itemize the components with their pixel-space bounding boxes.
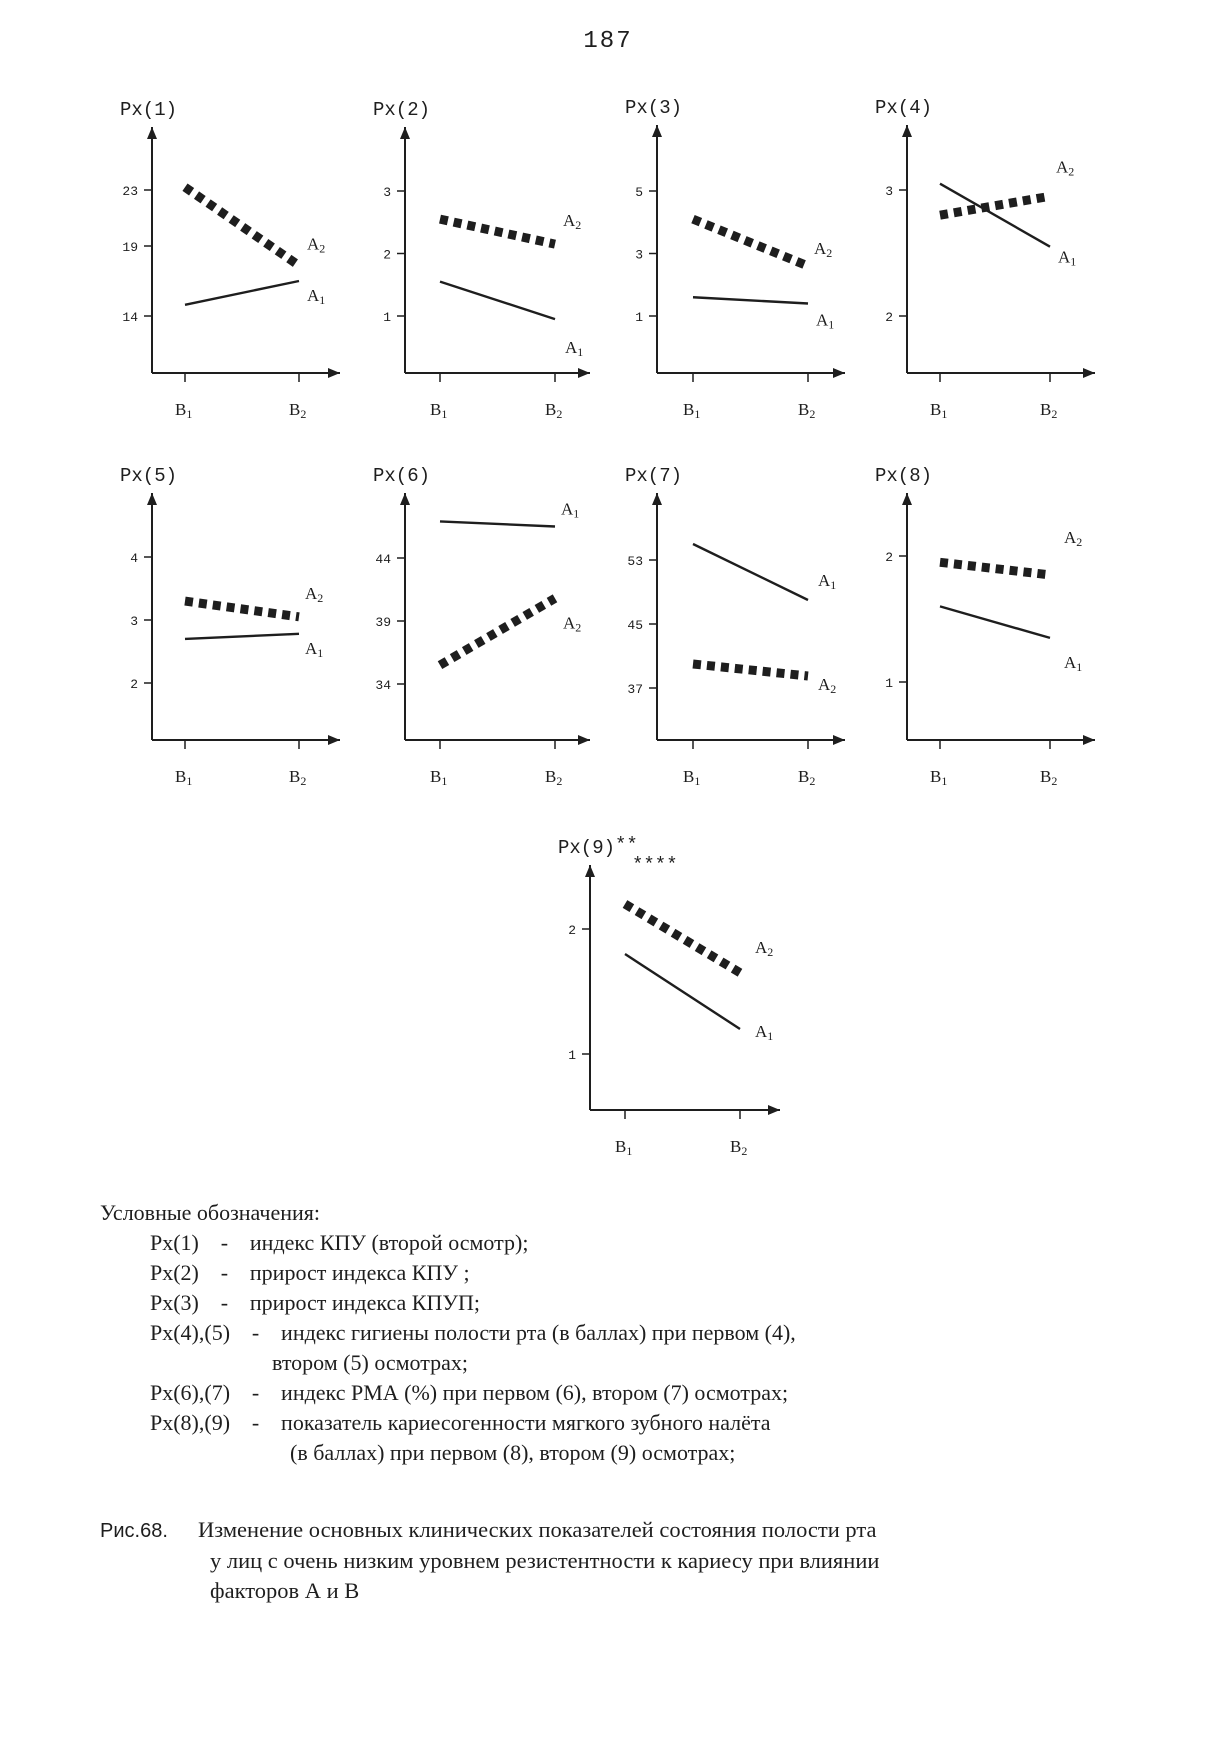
x-tick-label: B2	[798, 767, 816, 788]
legend-heading: Условные обозначения:	[100, 1200, 321, 1225]
x-tick-label: B1	[683, 400, 701, 421]
series-line-a2	[185, 601, 299, 617]
series-line-a1	[693, 297, 808, 303]
x-tick-label: B2	[1040, 400, 1058, 421]
legend-code: Px(4),(5)	[150, 1320, 231, 1345]
x-axis-arrow	[833, 735, 845, 745]
legend-text: индекс РМА (%) при первом (6), втором (7) осмотрах;	[281, 1380, 789, 1405]
y-tick-label: 2	[130, 677, 138, 692]
series-line-a2	[693, 219, 808, 266]
series-label-a2: A2	[814, 239, 833, 260]
legend-dash: -	[251, 1320, 260, 1345]
series-label-a1: A1	[1058, 247, 1077, 269]
x-axis-arrow	[578, 368, 590, 378]
series-line-a2	[440, 598, 555, 665]
y-tick-label: 3	[383, 185, 391, 200]
legend-item	[100, 1378, 1160, 1408]
y-axis-arrow	[147, 127, 157, 139]
legend-continuation	[100, 1348, 1160, 1378]
series-line-a2	[625, 904, 740, 973]
legend-item	[100, 1318, 1160, 1348]
y-tick-label: 45	[627, 618, 643, 633]
figure-caption	[100, 1515, 1150, 1606]
y-tick-label: 34	[375, 678, 391, 693]
series-line-a2	[693, 664, 808, 676]
x-tick-label: B2	[545, 767, 563, 788]
legend-code: Px(3)	[150, 1290, 199, 1315]
y-tick-label: 2	[885, 310, 893, 325]
legend-text: прирост индекса КПУП;	[249, 1290, 480, 1315]
caption-text: факторов А и В	[210, 1578, 360, 1603]
caption-text: у лиц с очень низким уровнем резистентности к кариесу при влиянии	[210, 1548, 880, 1573]
series-label-a2: A2	[563, 211, 582, 233]
x-axis-arrow	[1083, 735, 1095, 745]
series-line-a1	[693, 544, 808, 600]
series-label-a1: A1	[565, 338, 584, 360]
legend-dash: -	[220, 1290, 229, 1315]
x-tick-label: B2	[798, 400, 816, 421]
series-label-a1: A1	[755, 1022, 774, 1043]
series-label-a1: A1	[816, 310, 835, 332]
legend-text: показатель кариесогенности мягкого зубного налёта	[281, 1410, 771, 1435]
legend-dash: -	[251, 1410, 260, 1435]
series-label-a1: A1	[307, 286, 326, 307]
y-tick-label: 3	[130, 614, 138, 629]
y-tick-label: 2	[568, 923, 576, 938]
caption-line	[100, 1515, 1150, 1546]
x-tick-label: B1	[175, 400, 193, 421]
series-line-a1	[940, 606, 1050, 638]
series-line-a1	[185, 634, 299, 639]
series-label-a2: A2	[305, 583, 324, 605]
legend-dash: -	[251, 1380, 260, 1405]
y-axis-arrow	[585, 865, 595, 877]
y-tick-label: 53	[627, 554, 643, 569]
x-tick-label: B1	[430, 400, 448, 421]
x-axis-arrow	[833, 368, 845, 378]
x-tick-label: B1	[930, 767, 948, 788]
legend-text: индекс гигиены полости рта (в баллах) при первом (4),	[281, 1320, 796, 1345]
series-line-a2	[440, 219, 555, 244]
series-label-a1: A1	[818, 571, 837, 592]
x-axis-arrow	[578, 735, 590, 745]
figure-label: Рис.68.	[100, 1520, 168, 1542]
y-tick-label: 1	[568, 1048, 576, 1063]
series-line-a2	[940, 562, 1050, 575]
legend-item	[100, 1228, 1160, 1258]
y-tick-label: 39	[375, 615, 391, 630]
y-axis-label: Px(2)	[373, 99, 431, 121]
y-tick-label: 2	[383, 247, 391, 263]
legend-text: прирост индекса КПУ ;	[249, 1260, 470, 1285]
legend-code: Px(1)	[150, 1230, 199, 1255]
x-tick-label: B2	[545, 400, 563, 421]
y-tick-label: 1	[635, 310, 643, 325]
y-tick-label: 14	[122, 310, 138, 325]
series-label-a1: A1	[1064, 652, 1083, 674]
y-tick-label: 23	[122, 184, 138, 199]
y-axis-label: Px(8)	[875, 465, 933, 487]
caption-line	[100, 1576, 1150, 1606]
legend-item	[100, 1288, 1160, 1318]
legend	[100, 1198, 1160, 1468]
series-line-a1	[440, 521, 555, 526]
series-label-a1: A1	[561, 499, 580, 521]
significance-annotation: **	[615, 834, 638, 856]
y-axis-arrow	[400, 127, 410, 139]
series-label-a2: A2	[818, 675, 837, 696]
y-axis-arrow	[652, 493, 662, 505]
y-tick-label: 3	[635, 247, 643, 263]
x-tick-label: B2	[289, 400, 307, 421]
y-axis-label: Px(7)	[625, 465, 683, 487]
legend-continuation	[100, 1438, 1160, 1468]
x-tick-label: B2	[289, 767, 307, 788]
y-axis-label: Px(9)	[558, 837, 616, 859]
x-tick-label: B2	[1040, 767, 1058, 788]
y-axis-label: Px(4)	[875, 97, 933, 119]
legend-text: втором (5) осмотрах;	[272, 1350, 469, 1375]
y-axis-label: Px(5)	[120, 465, 178, 487]
x-tick-label: B1	[175, 767, 193, 788]
legend-code: Px(2)	[150, 1260, 199, 1285]
caption-text: Изменение основных клинических показателей состояния полости рта	[198, 1517, 877, 1542]
y-tick-label: 4	[130, 551, 138, 566]
y-axis-arrow	[652, 125, 662, 137]
x-tick-label: B1	[615, 1137, 633, 1158]
legend-text: индекс КПУ (второй осмотр);	[249, 1230, 529, 1255]
caption-line	[100, 1546, 1150, 1576]
y-axis-label: Px(6)	[373, 465, 431, 487]
y-axis-arrow	[902, 125, 912, 137]
y-tick-label: 44	[375, 552, 391, 567]
page-number: 187	[583, 28, 633, 55]
x-tick-label: B1	[930, 400, 948, 421]
series-line-a1	[185, 281, 299, 305]
legend-code: Px(8),(9)	[150, 1410, 231, 1435]
y-tick-label: 19	[122, 240, 138, 255]
legend-dash: -	[220, 1260, 229, 1285]
legend-code: Px(6),(7)	[150, 1380, 231, 1405]
series-line-a2	[185, 187, 299, 265]
y-tick-label: 5	[635, 185, 643, 200]
y-axis-arrow	[400, 493, 410, 505]
y-tick-label: 1	[885, 676, 893, 691]
legend-text: (в баллах) при первом (8), втором (9) осмотрах;	[290, 1440, 736, 1465]
x-axis-arrow	[328, 735, 340, 745]
legend-dash: -	[220, 1230, 229, 1255]
series-line-a2	[940, 196, 1050, 215]
significance-annotation: ****	[632, 854, 678, 876]
y-tick-label: 1	[383, 310, 391, 325]
series-label-a2: A2	[1056, 157, 1075, 179]
x-axis-arrow	[328, 368, 340, 378]
y-tick-label: 2	[885, 550, 893, 565]
series-label-a1: A1	[305, 638, 324, 660]
legend-item	[100, 1258, 1160, 1288]
y-tick-label: 37	[627, 682, 643, 697]
y-axis-label: Px(3)	[625, 97, 683, 119]
series-line-a1	[440, 282, 555, 320]
series-label-a2: A2	[1064, 527, 1083, 549]
y-tick-label: 3	[885, 184, 893, 199]
y-axis-arrow	[902, 493, 912, 505]
series-label-a2: A2	[307, 234, 326, 256]
y-axis-label: Px(1)	[120, 99, 178, 121]
x-axis-arrow	[768, 1105, 780, 1115]
series-label-a2: A2	[755, 937, 774, 959]
x-tick-label: B1	[430, 767, 448, 788]
legend-item	[100, 1408, 1160, 1438]
series-label-a2: A2	[563, 613, 582, 635]
y-axis-arrow	[147, 493, 157, 505]
x-axis-arrow	[1083, 368, 1095, 378]
x-tick-label: B2	[730, 1137, 748, 1158]
x-tick-label: B1	[683, 767, 701, 788]
